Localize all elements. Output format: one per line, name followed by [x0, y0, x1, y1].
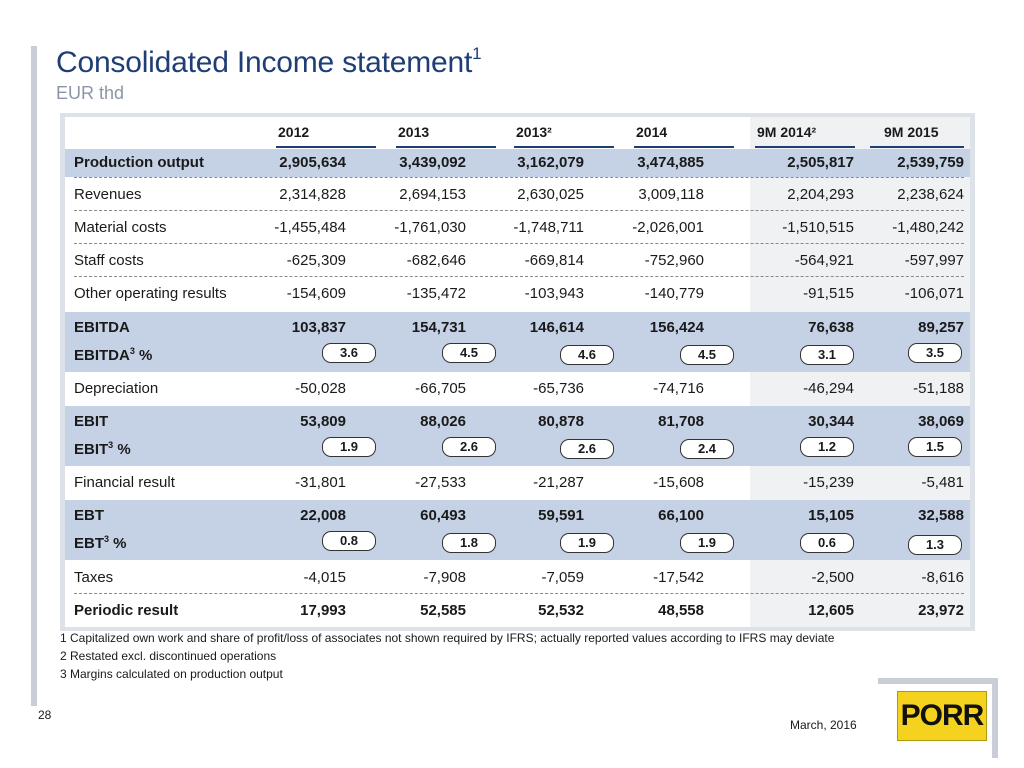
- margin-pill: 3.1: [800, 345, 854, 365]
- col-header-9m-2015: 9M 2015: [884, 124, 939, 140]
- cell: 88,026: [420, 413, 466, 430]
- cell: 2,314,828: [279, 186, 346, 203]
- cell: 59,591: [538, 507, 584, 524]
- cell: 32,588: [918, 507, 964, 524]
- cell: 53,809: [300, 413, 346, 430]
- cell: -15,608: [653, 474, 704, 491]
- row-label: Revenues: [74, 186, 142, 203]
- cell: -66,705: [415, 380, 466, 397]
- margin-pill: 2.4: [680, 439, 734, 459]
- row-label: Material costs: [74, 219, 167, 236]
- logo-text: PORR: [900, 699, 984, 732]
- cell: -1,480,242: [892, 219, 964, 236]
- cell: -21,287: [533, 474, 584, 491]
- row-staff-costs: [74, 246, 964, 276]
- row-divider: [74, 276, 964, 277]
- row-label: Production output: [74, 154, 204, 171]
- row-label: EBITDA$^3$ %: [74, 346, 153, 364]
- cell: 2,694,153: [399, 186, 466, 203]
- row-label: Financial result: [74, 474, 175, 491]
- cell: -135,472: [406, 285, 466, 302]
- row-label: EBIT$^3$ %: [74, 440, 131, 458]
- cell: -1,510,515: [782, 219, 854, 236]
- col-header-2013: 2013: [398, 124, 430, 140]
- margin-pill: 3.5: [908, 343, 962, 363]
- cell: -154,609: [286, 285, 346, 302]
- cell: 2,905,634: [279, 154, 346, 171]
- logo-frame-top: [878, 678, 998, 684]
- cell: -50,028: [295, 380, 346, 397]
- cell: -46,294: [803, 380, 854, 397]
- margin-pill: 4.5: [680, 345, 734, 365]
- cell: -625,309: [286, 252, 346, 269]
- cell: 15,105: [808, 507, 854, 524]
- date-label: March, 2016: [790, 718, 857, 732]
- cell: -752,960: [644, 252, 704, 269]
- margin-pill: 2.6: [560, 439, 614, 459]
- cell: 89,257: [918, 319, 964, 336]
- row-label: EBT$^3$ %: [74, 534, 127, 552]
- cell: 156,424: [649, 319, 704, 336]
- cell: -7,059: [541, 569, 584, 586]
- row-other-operating-results: [74, 279, 964, 309]
- cell: -106,071: [904, 285, 964, 302]
- row-label: EBT: [74, 507, 104, 524]
- row-taxes: [74, 563, 964, 593]
- col-header-2012: 2012: [278, 124, 310, 140]
- row-label: EBIT: [74, 413, 109, 430]
- page-title: Consolidated Income statement$^1$: [56, 44, 482, 79]
- cell: 2,539,759: [897, 154, 964, 171]
- row-financial-result: [74, 468, 964, 498]
- cell: 2,630,025: [517, 186, 584, 203]
- cell: -1,748,711: [513, 219, 584, 236]
- row-divider: [74, 177, 964, 178]
- page-number: 28: [38, 708, 52, 722]
- cell: 22,008: [300, 507, 346, 524]
- cell: 80,878: [538, 413, 584, 430]
- row-material-costs: [74, 213, 964, 243]
- cell: 30,344: [808, 413, 854, 430]
- cell: -5,481: [921, 474, 964, 491]
- cell: -15,239: [803, 474, 854, 491]
- cell: -103,943: [524, 285, 584, 302]
- row-ebt: [74, 501, 964, 531]
- margin-pill: 1.9: [680, 533, 734, 553]
- row-ebit: [74, 407, 964, 437]
- page-subtitle: EUR thd: [56, 83, 125, 103]
- cell: 3,009,118: [638, 186, 704, 203]
- cell: -2,500: [811, 569, 854, 586]
- cell: -27,533: [415, 474, 466, 491]
- margin-pill: 2.6: [442, 437, 496, 457]
- cell: -1,455,484: [274, 219, 346, 236]
- cell: 146,614: [529, 319, 584, 336]
- cell: -31,801: [295, 474, 346, 491]
- row-label: Depreciation: [74, 380, 159, 397]
- cell: 2,238,624: [897, 186, 964, 203]
- cell: -140,779: [644, 285, 704, 302]
- cell: 3,162,079: [517, 154, 584, 171]
- col-header-2014: 2014: [636, 124, 668, 140]
- col-header-2013-restated: 2013²: [516, 124, 552, 140]
- cell: -564,921: [794, 252, 854, 269]
- row-divider: [74, 243, 964, 244]
- row-depreciation: [74, 374, 964, 404]
- cell: 48,558: [658, 602, 704, 619]
- margin-pill: 1.9: [560, 533, 614, 553]
- footnote-1: 1 Capitalized own work and share of profit/loss of associates not shown required by IFRS; actually reported values according to IFRS may deviate: [60, 631, 835, 645]
- row-periodic-result: [74, 596, 964, 626]
- cell: 2,505,817: [787, 154, 854, 171]
- cell: -682,646: [406, 252, 466, 269]
- row-production-output: [74, 148, 964, 178]
- cell: 52,585: [420, 602, 466, 619]
- col-header-9m-2014: 9M 2014²: [757, 124, 817, 140]
- row-revenues: [74, 180, 964, 210]
- cell: 38,069: [918, 413, 964, 430]
- cell: 3,439,092: [399, 154, 466, 171]
- cell: 2,204,293: [787, 186, 854, 203]
- cell: 60,493: [420, 507, 466, 524]
- cell: 66,100: [658, 507, 704, 524]
- cell: 52,532: [538, 602, 584, 619]
- footnote-3: 3 Margins calculated on production output: [60, 667, 283, 681]
- margin-pill: 0.8: [322, 531, 376, 551]
- row-label: Periodic result: [74, 602, 179, 619]
- cell: -7,908: [423, 569, 466, 586]
- porr-logo: [897, 691, 987, 741]
- margin-pill: 1.5: [908, 437, 962, 457]
- cell: -74,716: [653, 380, 704, 397]
- row-label: EBITDA: [74, 319, 130, 336]
- cell: -2,026,001: [632, 219, 704, 236]
- cell: -1,761,030: [394, 219, 466, 236]
- cell: -4,015: [303, 569, 346, 586]
- cell: -597,997: [904, 252, 964, 269]
- margin-pill: 1.9: [322, 437, 376, 457]
- cell: -51,188: [913, 380, 964, 397]
- row-label: Staff costs: [74, 252, 144, 269]
- cell: -65,736: [533, 380, 584, 397]
- logo-frame-right: [992, 678, 998, 758]
- row-divider: [74, 593, 964, 594]
- margin-pill: 1.2: [800, 437, 854, 457]
- cell: 76,638: [808, 319, 854, 336]
- row-label: Taxes: [74, 569, 114, 586]
- left-accent-bar: [31, 46, 37, 706]
- cell: 81,708: [658, 413, 704, 430]
- row-label: Other operating results: [74, 285, 227, 302]
- cell: 17,993: [300, 602, 346, 619]
- cell: -8,616: [921, 569, 964, 586]
- margin-pill: 3.6: [322, 343, 376, 363]
- row-divider: [74, 210, 964, 211]
- cell: 23,972: [918, 602, 964, 619]
- footnote-2: 2 Restated excl. discontinued operations: [60, 649, 277, 663]
- cell: -17,542: [653, 569, 704, 586]
- cell: 12,605: [808, 602, 854, 619]
- cell: -669,814: [524, 252, 584, 269]
- margin-pill: 1.8: [442, 533, 496, 553]
- row-ebitda: [74, 313, 964, 343]
- margin-pill: 4.5: [442, 343, 496, 363]
- cell: -91,515: [803, 285, 854, 302]
- margin-pill: 1.3: [908, 535, 962, 555]
- cell: 3,474,885: [637, 154, 704, 171]
- margin-pill: 0.6: [800, 533, 854, 553]
- cell: 103,837: [291, 319, 346, 336]
- margin-pill: 4.6: [560, 345, 614, 365]
- cell: 154,731: [411, 319, 466, 336]
